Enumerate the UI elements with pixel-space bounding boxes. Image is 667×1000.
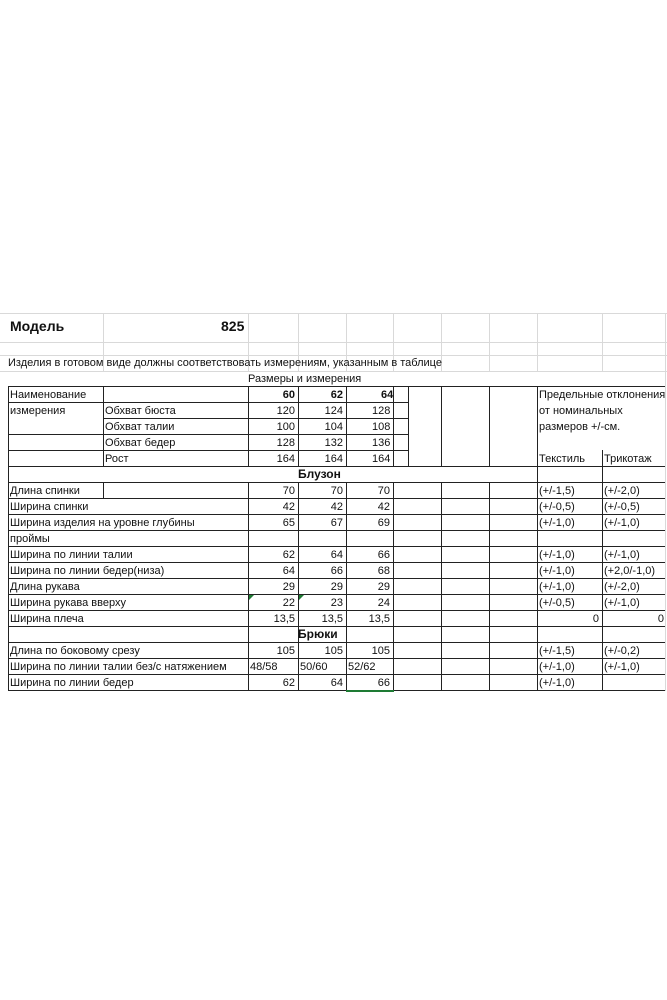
instruction-text: Изделия в готовом виде должны соответствовать измерениям, указанным в таблице — [8, 357, 442, 369]
table-border — [103, 482, 104, 498]
blouse-row-value: 69 — [377, 517, 390, 529]
blouse-row-value: 67 — [330, 517, 343, 529]
blouse-row-value: 13,5 — [368, 613, 390, 625]
body-measure-value: 124 — [324, 405, 343, 417]
table-border — [489, 386, 490, 466]
blouse-row-label: Ширина изделия на уровне глубины — [10, 517, 195, 529]
blouse-row-label: Ширина плеча — [10, 613, 84, 625]
model-number: 825 — [221, 318, 245, 334]
blouse-row-textile: 0 — [592, 613, 599, 625]
trousers-row-value: 52/62 — [348, 661, 376, 673]
table-border — [346, 386, 347, 466]
trousers-row-value: 105 — [371, 645, 390, 657]
blouse-row-value: 68 — [377, 565, 390, 577]
blouse-row-value: 64 — [330, 549, 343, 561]
name-header-line2: измерения — [10, 405, 66, 417]
blouse-row-knit: (+/-2,0) — [604, 581, 640, 593]
model-label: Модель — [10, 318, 65, 334]
table-border — [441, 482, 442, 691]
table-border — [8, 674, 665, 675]
trousers-row-textile: (+/-1,5) — [539, 645, 575, 657]
table-border — [8, 514, 665, 515]
table-border — [8, 562, 665, 563]
body-measure-value: 120 — [276, 405, 295, 417]
body-measure-value: 108 — [372, 421, 391, 433]
trousers-section-title: Брюки — [298, 627, 338, 641]
body-measure-value: 136 — [372, 437, 391, 449]
table-border — [103, 418, 408, 419]
table-border — [8, 546, 665, 547]
table-border — [408, 386, 409, 466]
trousers-row-value: 50/60 — [300, 661, 328, 673]
blouse-row-label: Ширина по линии бедер(низа) — [10, 565, 165, 577]
blouse-row-value: 62 — [282, 549, 295, 561]
trousers-row-value: 105 — [324, 645, 343, 657]
table-border — [8, 578, 665, 579]
blouse-row-value: 66 — [377, 549, 390, 561]
body-measure-value: 100 — [276, 421, 295, 433]
trousers-row-value: 105 — [276, 645, 295, 657]
blouse-row-label: Длина рукава — [10, 581, 80, 593]
table-border — [489, 482, 490, 691]
blouse-row-value: 29 — [282, 581, 295, 593]
table-border — [441, 386, 442, 466]
blouse-row-value: 13,5 — [273, 613, 295, 625]
blouse-row-label: проймы — [10, 533, 50, 545]
size-60-header: 60 — [282, 389, 295, 401]
blouse-row-value: 29 — [377, 581, 390, 593]
table-border — [8, 482, 665, 483]
blouse-row-value: 23 — [330, 597, 343, 609]
body-measure-label: Обхват бедер — [105, 437, 176, 449]
textile-header: Текстиль — [539, 453, 585, 465]
blouse-row-knit: (+/-2,0) — [604, 485, 640, 497]
blouse-row-textile: (+/-1,0) — [539, 517, 575, 529]
trousers-row-textile: (+/-1,0) — [539, 661, 575, 673]
body-measure-value: 132 — [324, 437, 343, 449]
trousers-row-label: Ширина по линии талии без/с натяжением — [10, 661, 227, 673]
grid-line — [0, 342, 667, 343]
grid-line — [665, 313, 666, 371]
table-border — [8, 434, 408, 435]
blouse-row-value: 24 — [377, 597, 390, 609]
blouse-row-knit: (+2,0/-1,0) — [604, 565, 656, 577]
grid-line — [602, 313, 603, 371]
blouse-row-label: Ширина рукава вверху — [10, 597, 126, 609]
blouse-row-value: 13,5 — [321, 613, 343, 625]
sizes-title: Размеры и измерения — [248, 373, 362, 385]
body-measure-value: 164 — [372, 453, 391, 465]
trousers-row-textile: (+/-1,0) — [539, 677, 575, 689]
blouse-row-knit: (+/-0,5) — [604, 501, 640, 513]
body-measure-value: 128 — [372, 405, 391, 417]
name-header-line1: Наименование — [10, 389, 87, 401]
tolerance-header-line3: размеров +/-см. — [539, 421, 621, 433]
size-62-header: 62 — [330, 389, 343, 401]
table-border — [8, 498, 665, 499]
body-measure-label: Обхват талии — [105, 421, 175, 433]
body-measure-value: 104 — [324, 421, 343, 433]
trousers-row-value: 62 — [282, 677, 295, 689]
table-border — [8, 402, 408, 403]
blouse-row-textile: (+/-1,0) — [539, 565, 575, 577]
tolerance-header-line1: Предельные отклонения — [539, 389, 666, 401]
blouse-row-textile: (+/-0,5) — [539, 501, 575, 513]
grid-line — [489, 313, 490, 371]
body-measure-value: 164 — [276, 453, 295, 465]
trousers-row-label: Длина по боковому срезу — [10, 645, 140, 657]
blouse-section-title: Блузон — [298, 467, 341, 481]
body-measure-label: Рост — [105, 453, 129, 465]
blouse-row-textile: (+/-1,0) — [539, 581, 575, 593]
blouse-row-value: 29 — [330, 581, 343, 593]
table-border — [8, 386, 665, 387]
blouse-row-knit: (+/-1,0) — [604, 549, 640, 561]
table-border — [8, 658, 665, 659]
blouse-row-value: 64 — [282, 565, 295, 577]
tolerance-header-line2: от номинальных — [539, 405, 623, 417]
blouse-row-knit: (+/-1,0) — [604, 597, 640, 609]
table-border — [8, 530, 665, 531]
table-border — [103, 386, 104, 466]
body-measure-label: Обхват бюста — [105, 405, 176, 417]
body-measure-value: 128 — [276, 437, 295, 449]
table-border — [8, 690, 665, 691]
table-border — [8, 386, 9, 691]
table-border — [393, 482, 394, 691]
trousers-row-knit: (+/-0,2) — [604, 645, 640, 657]
blouse-row-value: 66 — [330, 565, 343, 577]
blouse-row-textile: (+/-1,5) — [539, 485, 575, 497]
blouse-row-textile: (+/-1,0) — [539, 549, 575, 561]
size-64-header: 64 — [381, 389, 394, 401]
trousers-row-value: 48/58 — [250, 661, 278, 673]
body-measure-value: 164 — [324, 453, 343, 465]
table-border — [537, 386, 538, 691]
table-border — [8, 610, 665, 611]
blouse-row-knit: (+/-1,0) — [604, 517, 640, 529]
blouse-row-textile: (+/-0,5) — [539, 597, 575, 609]
blouse-row-value: 42 — [377, 501, 390, 513]
grid-line — [537, 313, 538, 371]
blouse-row-value: 70 — [282, 485, 295, 497]
trousers-row-value: 66 — [377, 677, 390, 689]
table-border — [8, 642, 665, 643]
blouse-row-value: 42 — [282, 501, 295, 513]
blouse-row-label: Длина спинки — [10, 485, 80, 497]
table-border — [602, 450, 603, 691]
table-border — [8, 450, 408, 451]
blouse-row-value: 70 — [377, 485, 390, 497]
blouse-row-value: 42 — [330, 501, 343, 513]
selected-cell-indicator — [346, 690, 394, 692]
trousers-row-knit: (+/-1,0) — [604, 661, 640, 673]
trousers-row-value: 64 — [330, 677, 343, 689]
knit-header: Трикотаж — [604, 453, 652, 465]
blouse-row-knit: 0 — [657, 613, 664, 625]
blouse-row-label: Ширина спинки — [10, 501, 89, 513]
grid-line — [0, 313, 667, 314]
trousers-row-label: Ширина по линии бедер — [10, 677, 134, 689]
grid-line — [665, 371, 666, 691]
blouse-row-label: Ширина по линии талии — [10, 549, 133, 561]
blouse-row-value: 22 — [282, 597, 295, 609]
blouse-row-value: 65 — [282, 517, 295, 529]
table-border — [8, 594, 665, 595]
blouse-row-value: 70 — [330, 485, 343, 497]
